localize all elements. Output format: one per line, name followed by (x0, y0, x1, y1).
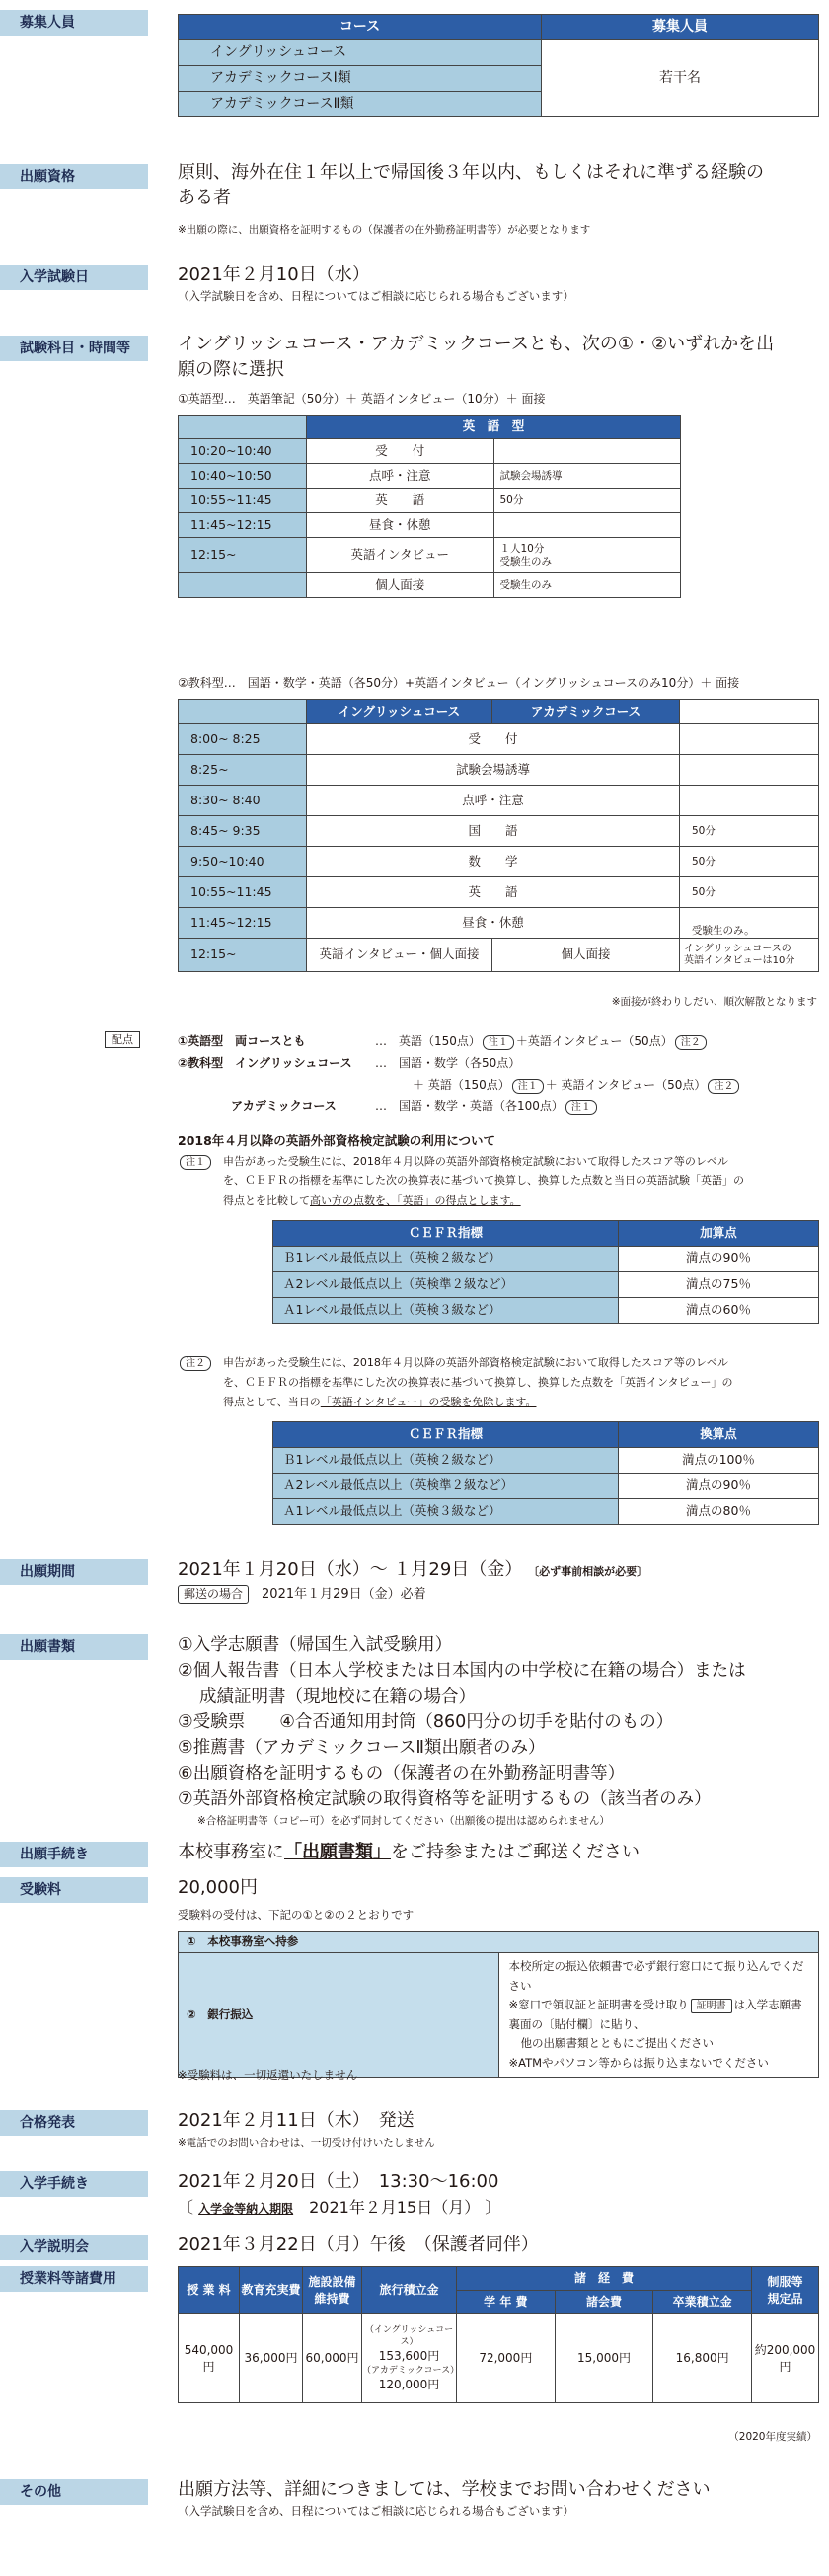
subjects-intro (178, 332, 774, 383)
score-r1b: … 英語（150点） (375, 1034, 481, 1048)
time-cell: 10:55~11:45 (179, 877, 307, 908)
subjects-intro-line1: イングリッシュコース・アカデミックコースとも、次の①・②いずれかを出 (178, 334, 775, 354)
item-cell: 受 付 (307, 724, 680, 755)
doc-2b: 成績証明書（現地校に在籍の場合） (199, 1687, 476, 1706)
bank-line1: 本校所定の振込依頼書で必ず銀行窓口にて振り込んでください (508, 1959, 804, 1993)
cefr-level: Ｂ1レベル最低点以上（英検２級など） (273, 1247, 619, 1272)
enroll-deadline: 〔 入学金等納入期限 2021年２月15日（月） 〕 (178, 2198, 501, 2217)
cefr-level: Ａ1レベル最低点以上（英検３級など） (273, 1499, 619, 1525)
time-cell: 8:45~ 9:35 (179, 816, 307, 847)
section-heading-fee: 受験料 (0, 1877, 148, 1903)
interview-cell: 個人面接 (492, 939, 680, 972)
col-recruit-num: 募集人員 (542, 15, 819, 40)
cefr-convert-table (272, 1421, 819, 1525)
cefr-note1-line1: 申告があった受験生には、2018年４月以降の英語外部資格検定試験において取得したスコア等のレベル (223, 1155, 728, 1168)
period-note: 〔必ず事前相談が必要〕 (528, 1565, 648, 1578)
item-cell: 点呼・注意 (307, 786, 680, 816)
deadline-tag: 入学金等納入期限 (198, 2202, 294, 2216)
col-misc: 諸 経 費 (457, 2267, 752, 2291)
score-r2b: … 国語・数学（各50点） (375, 1056, 521, 1070)
item-cell: 英 語 (307, 877, 680, 908)
mail-tag: 郵送の場合 (178, 1585, 249, 1604)
facility-value: 60,000円 (303, 2314, 362, 2403)
note-line: 受験生のみ (499, 578, 552, 591)
qualification-line1: 原則、海外在住１年以上で帰国後３年以内、もしくはそれに準ずる経験の (178, 162, 764, 183)
mail-date: 2021年１月29日（金）必着 (262, 1587, 426, 1602)
note-cell: 50分 (680, 877, 819, 908)
fee-method-1: ① 本校事務室へ持参 (179, 1932, 819, 1953)
section-heading-qualification: 出願資格 (0, 164, 148, 189)
time-cell: 10:55~11:45 (179, 489, 307, 513)
interview-note-line2: 英語インタビューは10分 (684, 954, 795, 966)
recruit-table (178, 14, 819, 117)
qualification-text (178, 160, 764, 211)
note-cell (493, 464, 681, 489)
score-r3a: ＋ 英語（150点） (413, 1078, 510, 1092)
item-cell: 点呼・注意 (307, 464, 494, 489)
note-line2: 受験生のみ (499, 555, 552, 568)
cefr-level: Ａ2レベル最低点以上（英検準２級など） (273, 1474, 619, 1499)
time-cell: 9:50~10:40 (179, 847, 307, 877)
qualification-line2: ある者 (178, 188, 231, 209)
item-cell: 英 語 (307, 489, 494, 513)
score-r4b: … 国語・数学・英語（各100点） (375, 1099, 564, 1113)
note-line: １人10分 (499, 542, 545, 555)
cefr-points: 満点の90％ (619, 1474, 819, 1499)
doc-5: ⑤推薦書（アカデミックコースⅡ類出願者のみ） (178, 1738, 546, 1758)
time-cell: 12:15~ (179, 538, 307, 573)
cefr-note1-tag: 注１ (180, 1155, 211, 1170)
score-tag: 配点 (105, 1031, 140, 1048)
section-heading-documents: 出願書類 (0, 1634, 148, 1660)
section-heading-briefing: 入学説明会 (0, 2235, 148, 2260)
proc-b: 「出願書類」 (284, 1842, 391, 1862)
col-assoc: 諸会費 (555, 2291, 653, 2314)
cefr-points: 満点の80％ (619, 1499, 819, 1525)
score-allocation (178, 1030, 819, 1117)
dismissal-note: ※面接が終わりしだい、順次解散となります (611, 996, 817, 1008)
course-english: イングリッシュコース (179, 40, 542, 66)
fee-method-table (178, 1931, 819, 2078)
col-uniform-2: 規定品 (767, 2291, 803, 2306)
col-grad: 卒業積立金 (653, 2291, 752, 2314)
item-cell: 試験会場誘導 (307, 755, 680, 786)
fee-method-2: ② 銀行振込 (179, 1953, 499, 2078)
col-add-points: 加算点 (619, 1221, 819, 1247)
note-cell (493, 538, 681, 573)
trip-english-value: 153,600円 (378, 2349, 440, 2364)
item-cell: 昼食・休憩 (307, 513, 494, 538)
col-english-course: イングリッシュコース (307, 700, 492, 724)
assoc-fee-value: 15,000円 (555, 2314, 653, 2403)
cefr-note2-line3b: 「英語インタビュー」の受験を免除します。 (320, 1396, 537, 1408)
note1-tag: 注１ (565, 1100, 597, 1115)
cefr-note2-line2: を、ＣＥＦＲの指標を基準にした次の換算表に基づいて換算し、換算した点数を「英語インタビュー」の (223, 1376, 733, 1389)
type1-label: ①英語型… 英語筆記（50分）＋ 英語インタビュー（10分）＋ 面接 (178, 392, 546, 406)
col-cefr: ＣＥＦＲ指標 (273, 1221, 619, 1247)
english-type-heading: 英 語 型 (307, 416, 681, 439)
note-cell: 50分 (680, 816, 819, 847)
item-cell: 昼食・休憩 (307, 908, 680, 939)
other-note: （入学試験日を含め、日程についてはご相談に応じられる場合もございます） (178, 2504, 574, 2518)
trip-value (362, 2314, 460, 2403)
time-cell: 10:40~10:50 (179, 464, 307, 489)
cefr-points: 満点の100％ (619, 1448, 819, 1474)
grad-fee-value: 16,800円 (653, 2314, 752, 2403)
col-uniform (752, 2267, 819, 2314)
score-r2a: ②教科型 イングリッシュコース (178, 1056, 352, 1070)
section-heading-tuition: 授業料等諸費用 (0, 2266, 148, 2292)
item-cell: 数 学 (307, 847, 680, 877)
cefr-level: Ａ2レベル最低点以上（英検準２級など） (273, 1272, 619, 1298)
bank-line2b: は入学志願書裏面の〔貼付欄〕に貼り、 (508, 1998, 802, 2031)
doc-3: ③受験票 ④合否通知用封筒（860円分の切手を貼付のもの） (178, 1712, 674, 1732)
item-cell: 受 付 (307, 439, 494, 464)
deadline-date: 2021年２月15日（月） (309, 2198, 481, 2217)
section-heading-recruit: 募集人員 (0, 10, 148, 36)
col-facility-2: 維持費 (314, 2291, 350, 2306)
note-cell (680, 755, 819, 786)
cefr-points: 満点の60％ (619, 1298, 819, 1324)
note1-tag: 注１ (512, 1079, 544, 1094)
recruit-number: 若干名 (542, 40, 819, 117)
note2-tag: 注２ (675, 1035, 707, 1050)
cefr-note2-line3a: 得点として、当日の (223, 1396, 321, 1408)
exam-date-note: （入学試験日を含め、日程についてはご相談に応じられる場合もございます） (178, 289, 574, 303)
note-cell: 受験生のみ。 (680, 908, 819, 939)
cefr-points: 満点の90％ (619, 1247, 819, 1272)
uniform-value: 約200,000円 (752, 2314, 819, 2403)
time-cell: 11:45~12:15 (179, 513, 307, 538)
subject-type-schedule (178, 699, 819, 972)
section-heading-subjects: 試験科目・時間等 (0, 336, 148, 361)
interview-note (680, 939, 819, 972)
document-list (178, 1632, 819, 1812)
time-cell (179, 573, 307, 598)
enroll-date: 2021年２月20日（土） 13:30～16:00 (178, 2171, 499, 2192)
bank-line4: ※ATMやパソコン等からは振り込まないでください (508, 2055, 769, 2070)
trip-academic-value: 120,000円 (378, 2377, 440, 2391)
col-academic-course: アカデミックコース (492, 700, 680, 724)
education-value: 36,000円 (240, 2314, 303, 2403)
time-cell: 11:45~12:15 (179, 908, 307, 939)
section-heading-result: 合格発表 (0, 2110, 148, 2136)
type2-label: ②教科型… 国語・数学・英語（各50分）+英語インタビュー（イングリッシュコースのみ10分）＋ 面接 (178, 676, 740, 690)
note-cell (493, 573, 681, 598)
cefr-level: Ｂ1レベル最低点以上（英検２級など） (273, 1448, 619, 1474)
qualification-note: ※出願の際に、出願資格を証明するもの（保護者の在外勤務証明書等）が必要となります (178, 224, 591, 236)
doc-2a: ②個人報告書（日本人学校または日本国内の中学校に在籍の場合）または (178, 1661, 746, 1681)
time-cell: 10:20~10:40 (179, 439, 307, 464)
time-cell: 8:25~ (179, 755, 307, 786)
cefr-note1-line3a: 得点とを比較して (223, 1194, 310, 1207)
documents-note: ※合格証明書等（コピー可）を必ず同封してください（出願後の提出は認められません） (197, 1815, 610, 1827)
bank-line2a: ※窓口で領収証と証明書を受け取り (508, 1998, 689, 2012)
item-cell: 個人面接 (307, 573, 494, 598)
score-r3b: ＋ 英語インタビュー（50点） (545, 1078, 707, 1092)
english-type-schedule (178, 415, 681, 598)
english-interview-cell: 英語インタビュー・個人面接 (307, 939, 492, 972)
fee-intro: 受験料の受付は、下記の①と②の２とおりです (178, 1908, 414, 1922)
certificate-tag: 証明書 (691, 1999, 732, 2013)
item-cell: 国 語 (307, 816, 680, 847)
col-tuition: 授 業 料 (179, 2267, 240, 2314)
note-cell (493, 489, 681, 513)
doc-6: ⑥出願資格を証明するもの（保護者の在外勤務証明書等） (178, 1764, 626, 1783)
time-cell: 12:15~ (179, 939, 307, 972)
col-trip: 旅行積立金 (362, 2267, 457, 2314)
note-cell (680, 786, 819, 816)
fee-amount: 20,000円 (178, 1877, 258, 1898)
cefr-add-table (272, 1220, 819, 1324)
proc-c: をご持参またはご郵送ください (391, 1842, 640, 1862)
col-facility-1: 施設設備 (308, 2275, 356, 2290)
tuition-table (178, 2266, 819, 2403)
course-academic-2: アカデミックコースⅡ類 (179, 92, 542, 117)
cefr-note1-line3b: 高い方の点数を、「英語」の得点とします。 (310, 1194, 521, 1207)
col-facility (303, 2267, 362, 2314)
note2-tag: 注２ (708, 1079, 739, 1094)
subjects-intro-line2: 願の際に選択 (178, 359, 284, 381)
cefr-points: 満点の75％ (619, 1272, 819, 1298)
exam-date: 2021年２月10日（水） (178, 265, 370, 285)
score-r1c: ＋英語インタビュー（50点） (515, 1034, 673, 1048)
bank-line3: 他の出願書類とともにご提出ください (520, 2036, 714, 2051)
tuition-value: 540,000円 (179, 2314, 240, 2403)
note-cell (493, 439, 681, 464)
cefr-note1-line2: を、ＣＥＦＲの指標を基準にした次の換算表に基づいて換算し、換算した点数と当日の英語試験「英語」の (223, 1174, 744, 1187)
bank-transfer-details (498, 1953, 819, 2078)
score-r4a: アカデミックコース (231, 1099, 337, 1113)
course-academic-1: アカデミックコースⅠ類 (179, 66, 542, 92)
year-fee-value: 72,000円 (457, 2314, 556, 2403)
cefr-note2-line1: 申告があった受験生には、2018年４月以降の英語外部資格検定試験において取得したスコア等のレベル (223, 1356, 728, 1369)
col-course: コース (179, 15, 542, 40)
cefr-note2-tag: 注２ (180, 1356, 211, 1371)
col-convert-points: 換算点 (619, 1422, 819, 1448)
briefing-date: 2021年３月22日（月）午後 （保護者同伴） (178, 2235, 539, 2255)
col-uniform-1: 制服等 (767, 2275, 803, 2290)
note-cell (680, 724, 819, 755)
tuition-footnote: （2020年度実績） (728, 2431, 817, 2443)
cefr-note1 (223, 1152, 825, 1211)
time-cell: 8:00~ 8:25 (179, 724, 307, 755)
col-year: 学 年 費 (457, 2291, 556, 2314)
col-education: 教育充実費 (240, 2267, 303, 2314)
score-r1a: ①英語型 両コースとも (178, 1034, 306, 1048)
section-heading-period: 出願期間 (0, 1559, 148, 1585)
procedure-text (178, 1840, 640, 1865)
section-heading-other: その他 (0, 2479, 148, 2505)
note-cell: 50分 (680, 847, 819, 877)
period-main: 2021年１月20日（水）～ １月29日（金） (178, 1559, 523, 1580)
other-text: 出願方法等、詳細につきましては、学校までお問い合わせください (178, 2479, 711, 2500)
fee-note: ※受験料は、一切返還いたしません (178, 2068, 358, 2082)
section-heading-procedure: 出願手続き (0, 1842, 148, 1867)
result-note: ※電話でのお問い合わせは、一切受け付けいたしません (178, 2137, 435, 2149)
application-period (178, 1557, 647, 1583)
section-heading-exam-date: 入学試験日 (0, 265, 148, 290)
note-line: 50分 (499, 493, 524, 506)
interview-note-line1: イングリッシュコースの (684, 943, 791, 954)
doc-7: ⑦英語外部資格検定試験の取得資格等を証明するもの（該当者のみ） (178, 1789, 712, 1809)
cefr-level: Ａ1レベル最低点以上（英検３級など） (273, 1298, 619, 1324)
result-date: 2021年２月11日（木） 発送 (178, 2110, 414, 2131)
cefr-note2 (223, 1353, 825, 1412)
mail-deadline (178, 1585, 426, 1604)
item-cell: 英語インタビュー (307, 538, 494, 573)
doc-1: ①入学志願書（帰国生入試受験用） (178, 1635, 453, 1655)
section-heading-enroll: 入学手続き (0, 2171, 148, 2197)
col-cefr: ＣＥＦＲ指標 (273, 1422, 619, 1448)
time-cell: 8:30~ 8:40 (179, 786, 307, 816)
proc-a: 本校事務室に (178, 1842, 284, 1862)
note1-tag: 注１ (483, 1035, 514, 1050)
note-line: 試験会場誘導 (499, 469, 563, 482)
cefr-title: 2018年４月以降の英語外部資格検定試験の利用について (178, 1133, 496, 1148)
trip-english-label: （イングリッシュコース） (364, 2325, 454, 2348)
trip-academic-label: （アカデミックコース） (362, 2365, 460, 2376)
note-cell (493, 513, 681, 538)
